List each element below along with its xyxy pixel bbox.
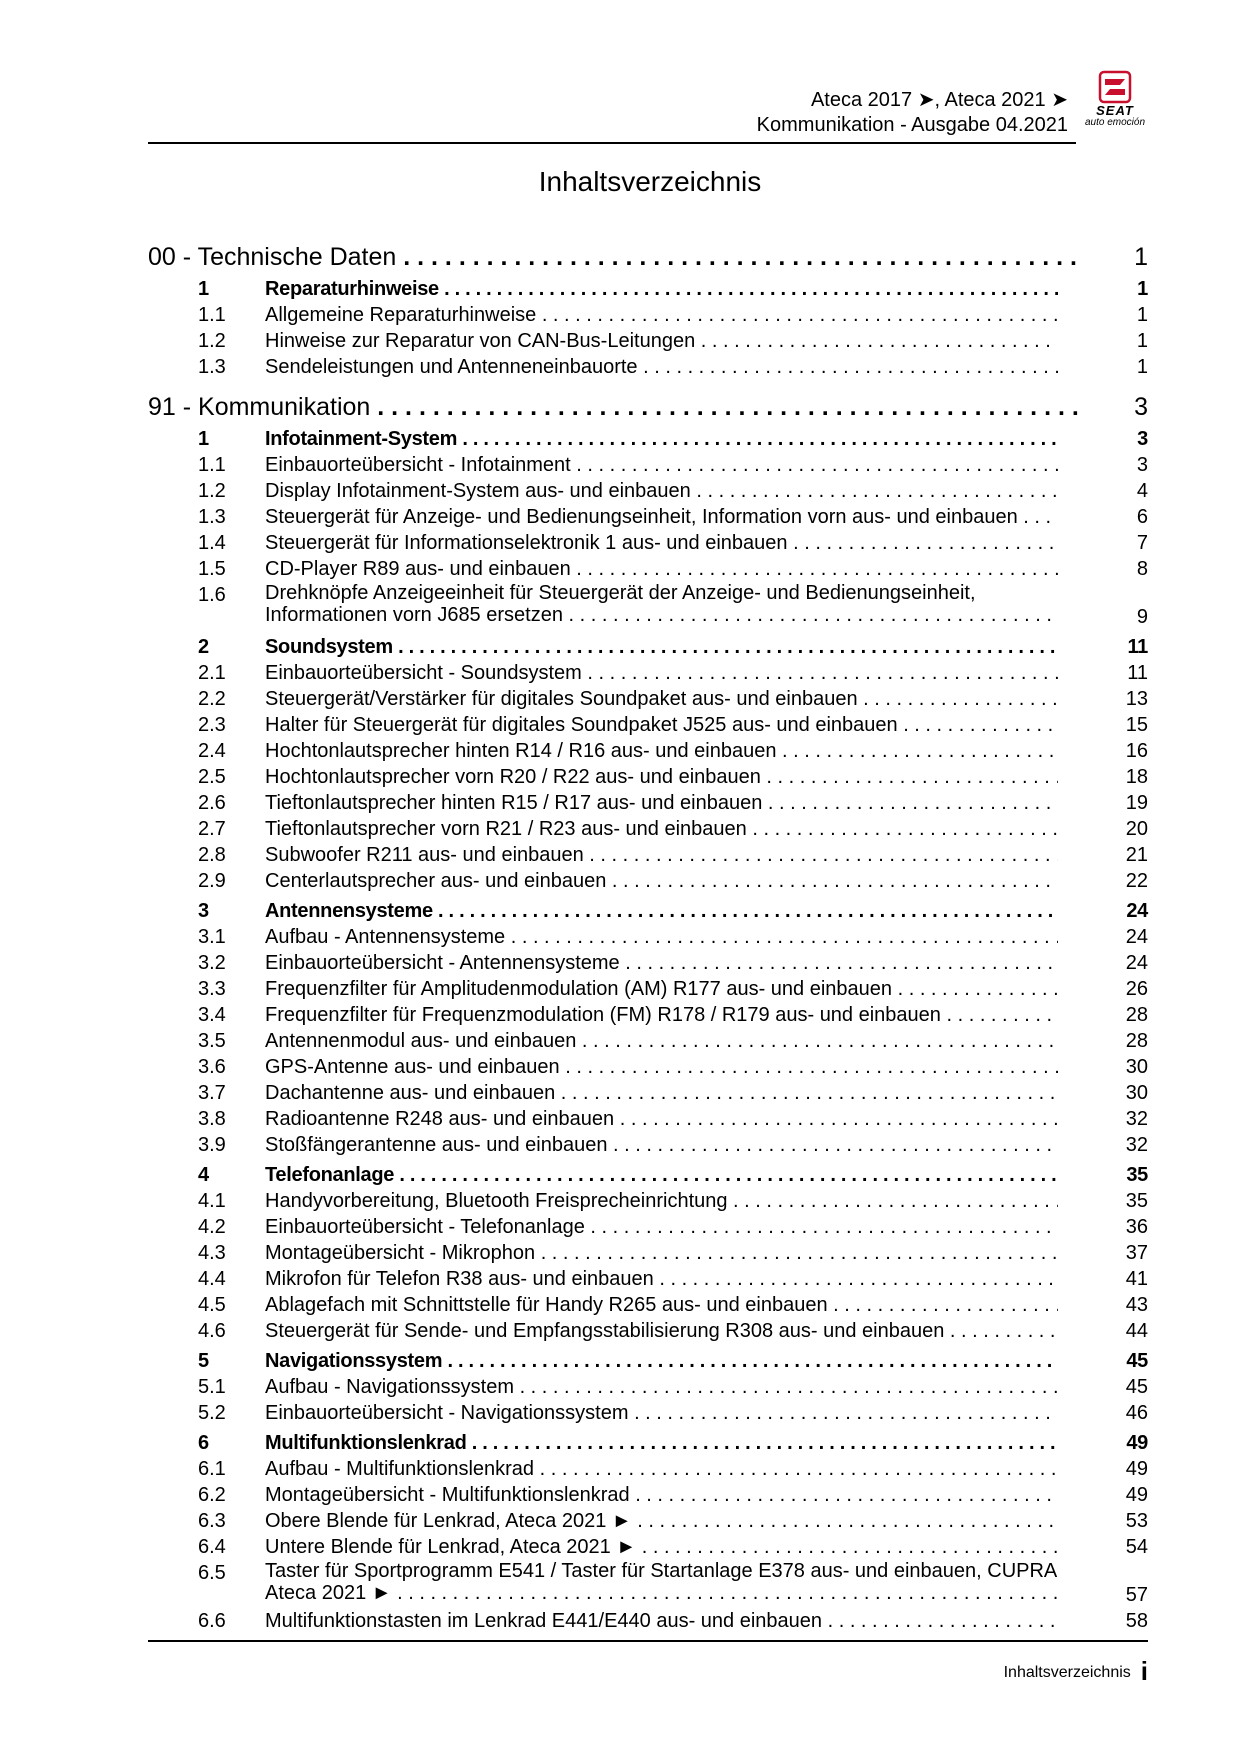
toc-entry-page: 49	[1125, 1484, 1148, 1506]
toc-entry-page: 43	[1125, 1294, 1148, 1316]
toc-entry-page: 15	[1125, 714, 1148, 736]
toc-entry-label: Steuergerät für Anzeige- und Bedienungseinheit, Information vorn aus- und einbauen . . .	[265, 504, 1058, 530]
toc-entry[interactable]	[148, 924, 1148, 950]
toc-entry-label: Montageübersicht - Mikrophon . . .	[265, 1240, 1058, 1266]
toc-entry[interactable]	[148, 1080, 1148, 1106]
toc-entry-number: 2.6	[198, 792, 226, 814]
toc-entry-page: 28	[1125, 1004, 1148, 1026]
toc-entry-label: Aufbau - Multifunktionslenkrad . . .	[265, 1456, 1058, 1482]
toc-entry[interactable]	[148, 842, 1148, 868]
footer	[1003, 1656, 1148, 1686]
toc-entry-number: 1.3	[198, 506, 226, 528]
toc-entry-number: 1.5	[198, 558, 226, 580]
toc-entry-label: Hochtonlautsprecher vorn R20 / R22 aus- und einbauen . . .	[265, 764, 1058, 790]
toc-entry[interactable]	[148, 1608, 1148, 1634]
toc-entry-number: 4.3	[198, 1242, 226, 1264]
toc-entry-page: 28	[1125, 1030, 1148, 1052]
toc-entry-number: 6.1	[198, 1458, 226, 1480]
toc-entry-page: 8	[1136, 558, 1148, 580]
toc-entry-label: Obere Blende für Lenkrad, Ateca 2021 ► . . .	[265, 1508, 1058, 1534]
toc-entry-number: 3.4	[198, 1004, 226, 1026]
toc-entry-number: 3.9	[198, 1134, 226, 1156]
toc-entry-label	[265, 1560, 1058, 1604]
toc-entry-page: 11	[1127, 662, 1148, 684]
toc-entry-page: 58	[1125, 1610, 1148, 1632]
footer-label: Inhaltsverzeichnis	[1003, 1664, 1131, 1681]
header-edition-line: Kommunikation - Ausgabe 04.2021	[756, 114, 1068, 136]
toc-entry-number: 6.4	[198, 1536, 226, 1558]
toc-entry[interactable]	[148, 868, 1148, 894]
toc-entry[interactable]	[148, 328, 1148, 354]
toc-entry-page: 49	[1126, 1432, 1148, 1454]
toc-entry-number: 4.4	[198, 1268, 226, 1290]
toc-entry[interactable]	[148, 582, 1148, 630]
footer-page-number: i	[1140, 1656, 1148, 1686]
toc-entry-page: 11	[1127, 636, 1148, 658]
toc-entry[interactable]	[148, 1132, 1148, 1158]
toc-entry-number: 2.5	[198, 766, 226, 788]
toc-entry-number: 1.3	[198, 356, 226, 378]
toc-entry-page: 32	[1125, 1134, 1148, 1156]
toc-entry-page: 22	[1125, 870, 1148, 892]
toc-entry-number: 2.9	[198, 870, 226, 892]
toc-entry-label: Tieftonlautsprecher vorn R21 / R23 aus- und einbauen . . .	[265, 816, 1058, 842]
toc-entry-page: 24	[1126, 900, 1148, 922]
toc-entry-number: 4.2	[198, 1216, 226, 1238]
logo-tagline: auto emoción	[1084, 117, 1146, 128]
toc-entry-number: 1.2	[198, 330, 226, 352]
toc-section[interactable]	[148, 276, 1148, 302]
toc-entry-page: 21	[1125, 844, 1148, 866]
toc-entry[interactable]	[148, 302, 1148, 328]
toc-entry[interactable]	[148, 1400, 1148, 1426]
toc-entry-label: Frequenzfilter für Amplitudenmodulation (AM) R177 aus- und einbauen . . .	[265, 976, 1058, 1002]
toc-entry-number: 6.2	[198, 1484, 226, 1506]
toc-entry-label: Display Infotainment-System aus- und einbauen . . .	[265, 478, 1058, 504]
toc-entry-number: 3.7	[198, 1082, 226, 1104]
toc-entry-label: Antennenmodul aus- und einbauen . . .	[265, 1028, 1058, 1054]
seat-logo	[1081, 70, 1149, 134]
toc-entry-label: Mikrofon für Telefon R38 aus- und einbauen . . .	[265, 1266, 1058, 1292]
toc-entry-label: Steuergerät für Sende- und Empfangsstabilisierung R308 aus- und einbauen . . .	[265, 1318, 1058, 1344]
toc-entry-label: Tieftonlautsprecher hinten R15 / R17 aus- und einbauen . . .	[265, 790, 1058, 816]
toc-chapter[interactable]	[148, 390, 1148, 424]
toc-entry[interactable]	[148, 1002, 1148, 1028]
toc-entry-page: 53	[1125, 1510, 1148, 1532]
toc-entry-page: 16	[1125, 740, 1148, 762]
toc-entry[interactable]	[148, 1456, 1148, 1482]
toc-entry-page: 13	[1125, 688, 1148, 710]
toc-entry-page: 3	[1136, 454, 1148, 476]
toc-chapter-label: 00 - Technische Daten . . .	[148, 240, 1078, 274]
page-title: Inhaltsverzeichnis	[538, 166, 762, 197]
toc-entry-number: 5.1	[198, 1376, 226, 1398]
header-model-line: Ateca 2017 ➤, Ateca 2021 ➤	[810, 89, 1068, 111]
toc-entry-label: Einbauorteübersicht - Navigationssystem . . .	[265, 1400, 1058, 1426]
toc-entry-number: 3	[198, 900, 209, 922]
toc-entry-page: 24	[1125, 952, 1148, 974]
toc-entry-label: Hinweise zur Reparatur von CAN-Bus-Leitungen . . .	[265, 328, 1058, 354]
toc-entry-label: Sendeleistungen und Antenneneinbauorte . . .	[265, 354, 1058, 380]
toc-entry-number: 6	[198, 1432, 209, 1454]
toc-entry-label: Telefonanlage . . .	[265, 1162, 1058, 1188]
toc-entry-number: 2	[198, 636, 209, 658]
toc-entry-label: Infotainment-System . . .	[265, 426, 1058, 452]
toc-entry[interactable]	[148, 712, 1148, 738]
toc-entry-label: CD-Player R89 aus- und einbauen . . .	[265, 556, 1058, 582]
toc-entry-number: 3.1	[198, 926, 226, 948]
toc-entry[interactable]	[148, 816, 1148, 842]
toc-entry[interactable]	[148, 764, 1148, 790]
toc-entry-page: 32	[1125, 1108, 1148, 1130]
toc-entry-number: 6.3	[198, 1510, 226, 1532]
toc-entry-page: 1	[1136, 330, 1148, 352]
toc-entry-page: 37	[1125, 1242, 1148, 1264]
footer-divider	[148, 1640, 1148, 1642]
toc-entry-label: Multifunktionslenkrad . . .	[265, 1430, 1058, 1456]
toc-entry-number: 4	[198, 1164, 209, 1186]
toc-entry[interactable]	[148, 738, 1148, 764]
toc-entry-label: Dachantenne aus- und einbauen . . .	[265, 1080, 1058, 1106]
toc-entry[interactable]	[148, 1482, 1148, 1508]
header-divider	[148, 142, 1076, 144]
toc-entry-page: 3	[1137, 428, 1148, 450]
toc-entry-page: 7	[1136, 532, 1148, 554]
toc-entry[interactable]	[148, 1534, 1148, 1560]
toc-entry-number: 1	[198, 428, 209, 450]
toc-entry-number: 3.8	[198, 1108, 226, 1130]
toc-entry[interactable]	[148, 1292, 1148, 1318]
toc-entry-label: Hochtonlautsprecher hinten R14 / R16 aus- und einbauen . . .	[265, 738, 1058, 764]
toc-entry-label: Frequenzfilter für Frequenzmodulation (FM) R178 / R179 aus- und einbauen . . .	[265, 1002, 1058, 1028]
toc-entry-label: Einbauorteübersicht - Telefonanlage . . .	[265, 1214, 1058, 1240]
toc-entry-label: Untere Blende für Lenkrad, Ateca 2021 ► . . .	[265, 1534, 1058, 1560]
toc-entry-number: 1.2	[198, 480, 226, 502]
toc-entry-page: 1	[1137, 278, 1148, 300]
toc-section[interactable]	[148, 1162, 1148, 1188]
toc-entry-label: Steuergerät/Verstärker für digitales Soundpaket aus- und einbauen . . .	[265, 686, 1058, 712]
toc-entry-page: 24	[1125, 926, 1148, 948]
toc-entry[interactable]	[148, 1374, 1148, 1400]
toc-entry-number: 1.1	[198, 304, 226, 326]
toc-entry-page: 4	[1136, 480, 1148, 502]
toc-section[interactable]	[148, 634, 1148, 660]
toc-entry-number: 6.5	[198, 1562, 226, 1584]
toc-entry-label: Multifunktionstasten im Lenkrad E441/E440 aus- und einbauen . . .	[265, 1608, 1058, 1634]
toc-entry-number: 2.3	[198, 714, 226, 736]
toc-entry-page: 46	[1125, 1402, 1148, 1424]
toc-entry[interactable]	[148, 1318, 1148, 1344]
toc-chapter-label: 91 - Kommunikation . . .	[148, 390, 1078, 424]
toc-section[interactable]	[148, 1430, 1148, 1456]
toc-entry-label: Einbauorteübersicht - Soundsystem . . .	[265, 660, 1058, 686]
toc-entry-label: Stoßfängerantenne aus- und einbauen . . .	[265, 1132, 1058, 1158]
toc-entry[interactable]	[148, 478, 1148, 504]
header	[757, 88, 1068, 138]
toc-entry-label: Reparaturhinweise . . .	[265, 276, 1058, 302]
toc-entry-page: 35	[1126, 1164, 1148, 1186]
toc-entry-number: 5	[198, 1350, 209, 1372]
toc-entry[interactable]	[148, 1188, 1148, 1214]
toc-entry[interactable]	[148, 452, 1148, 478]
toc-section[interactable]	[148, 426, 1148, 452]
seat-s-icon	[1098, 70, 1132, 104]
toc-entry[interactable]	[148, 686, 1148, 712]
toc-entry[interactable]	[148, 504, 1148, 530]
toc-entry[interactable]	[148, 1240, 1148, 1266]
toc-entry-page: 30	[1125, 1056, 1148, 1078]
toc-entry[interactable]	[148, 1054, 1148, 1080]
toc-entry-label: GPS-Antenne aus- und einbauen . . .	[265, 1054, 1058, 1080]
toc-entry-number: 1.1	[198, 454, 226, 476]
toc-entry-page: 41	[1125, 1268, 1148, 1290]
logo-brand: SEAT	[1096, 103, 1134, 118]
toc-entry-page: 49	[1125, 1458, 1148, 1480]
toc-entry-number: 2.2	[198, 688, 226, 710]
toc-entry-label-line1: Drehknöpfe Anzeigeeinheit für Steuergerät der Anzeige- und Bedienungseinheit,	[265, 582, 976, 604]
toc-entry-number: 2.8	[198, 844, 226, 866]
toc-entry-number: 2.1	[198, 662, 226, 684]
toc-entry[interactable]	[148, 790, 1148, 816]
toc-entry-page: 19	[1125, 792, 1148, 814]
toc-entry-number: 3.6	[198, 1056, 226, 1078]
toc-entry-page: 20	[1125, 818, 1148, 840]
toc-entry[interactable]	[148, 1560, 1148, 1608]
toc-entry-number: 5.2	[198, 1402, 226, 1424]
toc-entry-number: 2.4	[198, 740, 226, 762]
toc-entry[interactable]	[148, 1266, 1148, 1292]
toc-entry[interactable]	[148, 1028, 1148, 1054]
toc-entry-label: Einbauorteübersicht - Antennensysteme . . .	[265, 950, 1058, 976]
toc-entry-number: 4.5	[198, 1294, 226, 1316]
toc-entry-page: 57	[1125, 1584, 1148, 1606]
toc-entry[interactable]	[148, 1106, 1148, 1132]
toc-entry-number: 6.6	[198, 1610, 226, 1632]
toc-section[interactable]	[148, 898, 1148, 924]
toc-entry-label: Centerlautsprecher aus- und einbauen . . .	[265, 868, 1058, 894]
toc-entry-page: 54	[1125, 1536, 1148, 1558]
toc-entry-number: 3.5	[198, 1030, 226, 1052]
toc-entry-label: Soundsystem . . .	[265, 634, 1058, 660]
toc-entry-label: Allgemeine Reparaturhinweise . . .	[265, 302, 1058, 328]
toc-entry-number: 3.3	[198, 978, 226, 1000]
toc-entry-label: Halter für Steuergerät für digitales Soundpaket J525 aus- und einbauen . . .	[265, 712, 1058, 738]
toc-entry-page: 1	[1136, 356, 1148, 378]
toc-entry[interactable]	[148, 530, 1148, 556]
toc-entry-label: Montageübersicht - Multifunktionslenkrad . . .	[265, 1482, 1058, 1508]
toc-entry-label: Subwoofer R211 aus- und einbauen . . .	[265, 842, 1058, 868]
toc-entry-number: 2.7	[198, 818, 226, 840]
toc-entry-label: Navigationssystem . . .	[265, 1348, 1058, 1374]
toc-entry[interactable]	[148, 950, 1148, 976]
toc-entry-page: 44	[1125, 1320, 1148, 1342]
toc-entry-page: 45	[1125, 1376, 1148, 1398]
toc-entry-label	[265, 582, 1058, 626]
toc-chapter-page: 1	[1134, 243, 1148, 271]
toc-entry[interactable]	[148, 556, 1148, 582]
toc-section[interactable]	[148, 1348, 1148, 1374]
toc-entry-number: 4.1	[198, 1190, 226, 1212]
toc-entry-page: 36	[1125, 1216, 1148, 1238]
toc-entry[interactable]	[148, 660, 1148, 686]
toc-entry-label: Aufbau - Antennensysteme . . .	[265, 924, 1058, 950]
toc-entry-page: 1	[1136, 304, 1148, 326]
toc-entry-label: Handyvorbereitung, Bluetooth Freisprecheinrichtung . . .	[265, 1188, 1058, 1214]
toc-entry-page: 35	[1125, 1190, 1148, 1212]
table-of-contents	[148, 240, 1148, 1634]
toc-entry-label-line1: Taster für Sportprogramm E541 / Taster für Startanlage E378 aus- und einbauen, CUPRA	[265, 1560, 1058, 1582]
toc-entry-page: 30	[1125, 1082, 1148, 1104]
toc-entry-number: 1.4	[198, 532, 226, 554]
toc-entry-page: 45	[1126, 1350, 1148, 1372]
toc-chapter-page: 3	[1134, 393, 1148, 421]
toc-entry-page: 18	[1125, 766, 1148, 788]
toc-entry-label-line2: Ateca 2021 ►	[265, 1582, 392, 1604]
toc-entry-number: 4.6	[198, 1320, 226, 1342]
toc-entry-label-line2: Informationen vorn J685 ersetzen	[265, 604, 563, 626]
toc-entry-label: Einbauorteübersicht - Infotainment . . .	[265, 452, 1058, 478]
toc-entry-label: Aufbau - Navigationssystem . . .	[265, 1374, 1058, 1400]
toc-chapter[interactable]	[148, 240, 1148, 274]
toc-entry-label: Radioantenne R248 aus- und einbauen . . .	[265, 1106, 1058, 1132]
toc-entry-page: 26	[1125, 978, 1148, 1000]
toc-entry-label: Steuergerät für Informationselektronik 1 aus- und einbauen . . .	[265, 530, 1058, 556]
toc-entry-page: 6	[1136, 506, 1148, 528]
toc-entry-page: 9	[1136, 606, 1148, 628]
toc-entry-number: 1.6	[198, 584, 226, 606]
toc-entry-number: 1	[198, 278, 209, 300]
toc-entry-label: Antennensysteme . . .	[265, 898, 1058, 924]
toc-entry[interactable]	[148, 354, 1148, 380]
toc-entry[interactable]	[148, 976, 1148, 1002]
toc-entry-number: 3.2	[198, 952, 226, 974]
toc-entry-label: Ablagefach mit Schnittstelle für Handy R265 aus- und einbauen . . .	[265, 1292, 1058, 1318]
toc-entry[interactable]	[148, 1214, 1148, 1240]
toc-entry[interactable]	[148, 1508, 1148, 1534]
